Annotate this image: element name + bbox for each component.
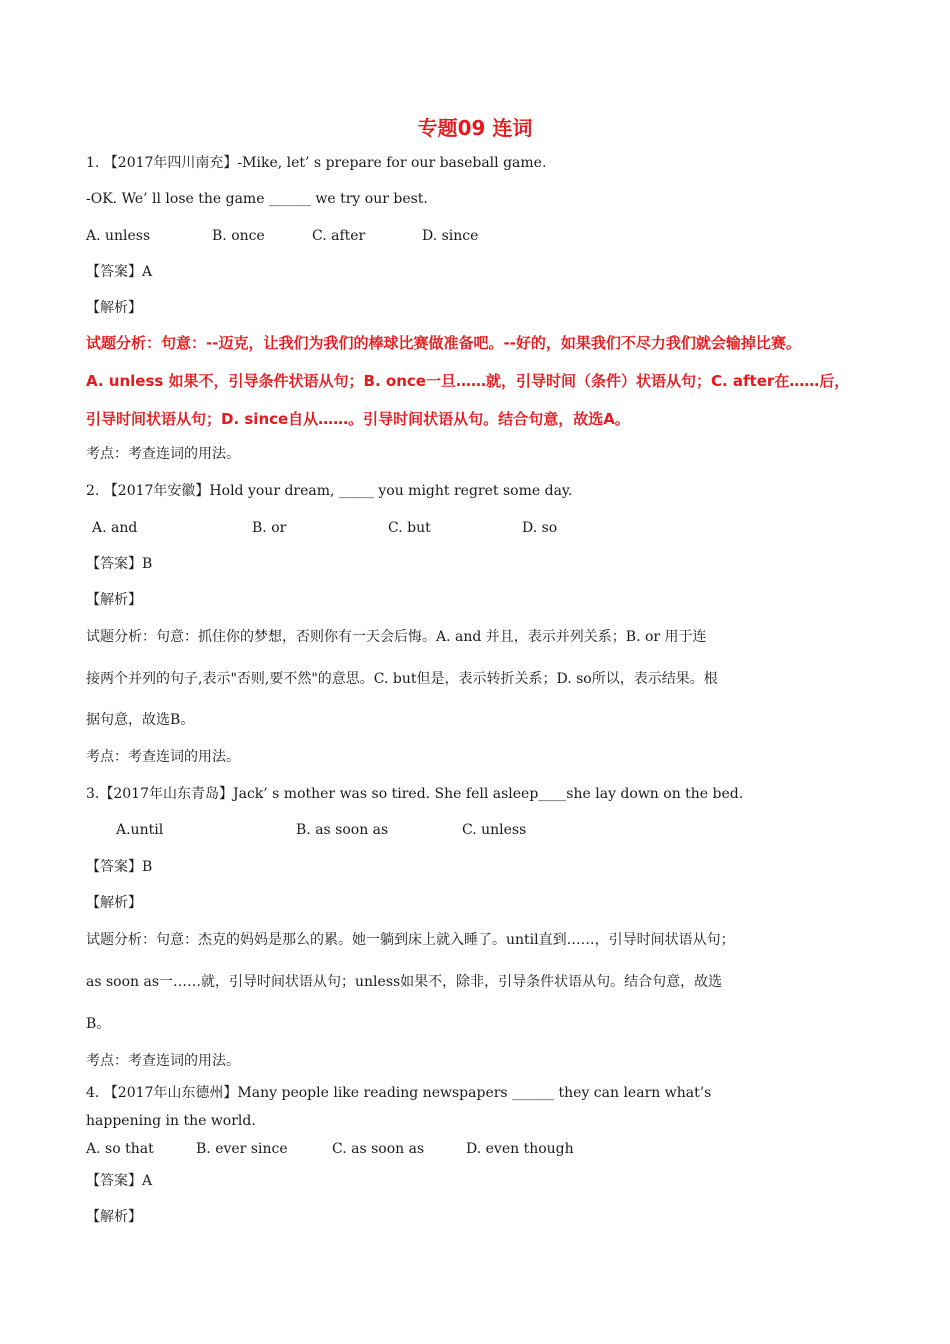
q1-option-b: B. once	[212, 228, 265, 244]
q4-stem-line2: happening in the world.	[86, 1113, 256, 1129]
q2-point: 考点：考查连词的用法。	[86, 749, 240, 765]
q3-analysis-line2: as soon as一……就，引导时间状语从句；unless如果不，除非，引导条件状语从句。结合句意，故选	[86, 974, 723, 990]
q3-option-a: A.until	[116, 822, 164, 838]
q4-option-b: B. ever since	[196, 1141, 288, 1157]
q4-option-c: C. as soon as	[332, 1141, 425, 1157]
q1-stem-line1: 1. 【2017年四川南充】-Mike, let’ s prepare for our baseball game.	[86, 155, 547, 171]
q2-analysis-line3: 据句意，故选B。	[86, 712, 195, 728]
page-title: 专题09 连词	[417, 116, 533, 140]
q3-analysis-label: 【解析】	[86, 895, 142, 911]
q2-answer: 【答案】B	[86, 556, 153, 572]
q2-option-a: A. and	[92, 520, 138, 536]
q4-answer: 【答案】A	[86, 1173, 153, 1189]
q1-analysis-label: 【解析】	[86, 300, 142, 316]
q2-options	[92, 518, 557, 538]
q3-option-c: C. unless	[462, 822, 527, 838]
q3-answer: 【答案】B	[86, 859, 153, 875]
q1-stem-line2: -OK. We’ ll lose the game ______ we try our best.	[86, 191, 428, 207]
q2-option-d: D. so	[522, 520, 558, 536]
q3-analysis-line1: 试题分析：句意：杰克的妈妈是那么的累。她一躺到床上就入睡了。until直到……，引导时间状语从句；	[86, 932, 735, 948]
q4-analysis-label: 【解析】	[86, 1209, 142, 1225]
q2-analysis-label: 【解析】	[86, 592, 142, 608]
q1-options	[86, 226, 478, 246]
q3-point: 考点：考查连词的用法。	[86, 1053, 240, 1069]
q2-option-b: B. or	[252, 520, 287, 536]
q3-options	[116, 820, 526, 840]
q4-option-d: D. even though	[466, 1141, 574, 1157]
q2-analysis-line1: 试题分析：句意：抓住你的梦想，否则你有一天会后悔。A. and 并且，表示并列关系；B. or 用于连	[86, 629, 707, 645]
q1-analysis-line2: A. unless 如果不，引导条件状语从句；B. once一旦……就，引导时间（条件）状语从句；C. after在……后，	[86, 372, 850, 390]
q2-option-c: C. but	[388, 520, 431, 536]
q4-option-a: A. so that	[86, 1141, 154, 1157]
q1-point: 考点：考查连词的用法。	[86, 446, 240, 462]
q1-option-d: D. since	[422, 228, 479, 244]
q2-analysis-line2: 接两个并列的句子,表示"否则,要不然"的意思。C. but但是，表示转折关系；D. so所以，表示结果。根	[86, 671, 718, 687]
q1-analysis-line3: 引导时间状语从句；D. since自从……。引导时间状语从句。结合句意，故选A。	[86, 410, 630, 428]
q4-options	[86, 1139, 574, 1159]
q1-analysis-line1: 试题分析：句意：--迈克，让我们为我们的棒球比赛做准备吧。--好的，如果我们不尽力我们就会输掉比赛。	[86, 334, 801, 352]
q3-analysis-line3: B。	[86, 1016, 111, 1032]
q1-answer: 【答案】A	[86, 264, 153, 280]
q4-stem-line1: 4. 【2017年山东德州】Many people like reading newspapers ______ they can learn what’s	[86, 1085, 712, 1101]
q3-stem-line1: 3.【2017年山东青岛】Jack’ s mother was so tired. She fell asleep____she lay down on the bed.	[86, 786, 744, 802]
q2-stem-line1: 2. 【2017年安徽】Hold your dream, _____ you might regret some day.	[86, 483, 573, 499]
q1-option-c: C. after	[312, 228, 366, 244]
q1-option-a: A. unless	[86, 228, 151, 244]
q3-option-b: B. as soon as	[296, 822, 389, 838]
